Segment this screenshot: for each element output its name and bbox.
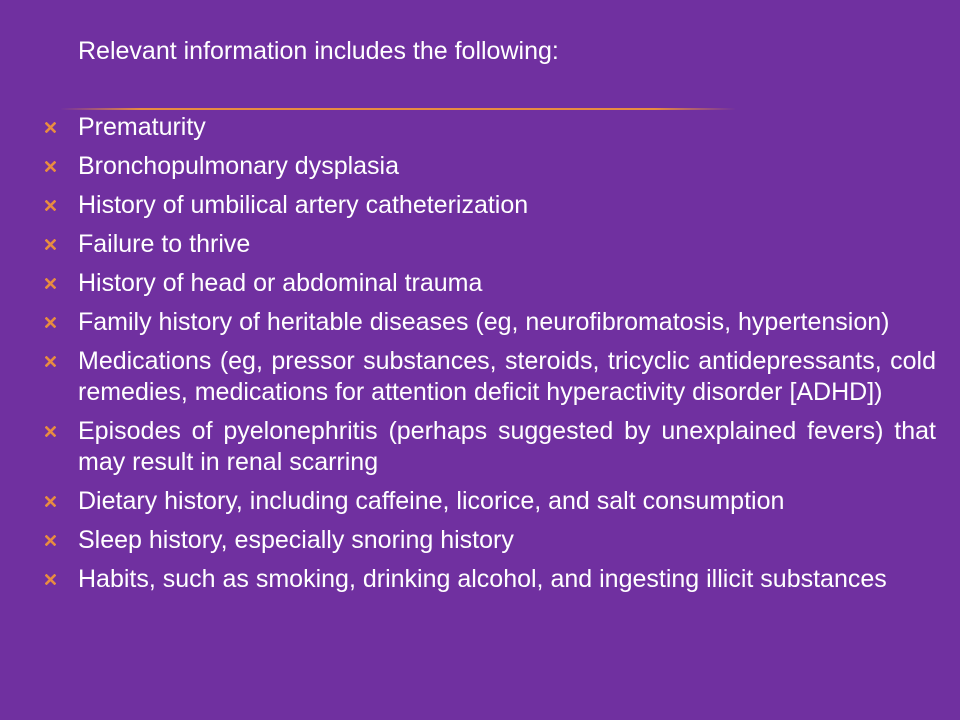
list-item [42,564,936,595]
list-item-text: History of umbilical artery catheterization [78,191,529,219]
list-item-text: Habits, such as smoking, drinking alcohol, and ingesting illicit substances [78,565,887,593]
x-mark-icon [42,112,58,143]
list-item-text: Bronchopulmonary dysplasia [78,152,400,180]
list-item [42,416,936,478]
x-mark-icon [42,307,58,338]
list-item-text: Failure to thrive [78,230,251,258]
list-item [42,229,936,260]
x-mark-icon [42,416,58,447]
x-mark-icon [42,190,58,221]
list-item [42,151,936,182]
list-item-text: Medications (eg, pressor substances, steroids, tricyclic antidepressants, cold remedies, medications for attention deficit hyperactivity disorder [ADHD]) [78,347,936,406]
x-mark-icon [42,268,58,299]
x-mark-icon [42,486,58,517]
bullet-list [42,112,936,595]
list-item [42,112,936,143]
x-mark-icon [42,151,58,182]
list-item-text: Dietary history, including caffeine, licorice, and salt consumption [78,487,785,515]
list-item [42,190,936,221]
list-item-text: History of head or abdominal trauma [78,269,483,297]
list-item [42,268,936,299]
x-mark-icon [42,346,58,377]
x-mark-icon [42,525,58,556]
x-mark-icon [42,229,58,260]
heading-divider [60,108,736,110]
list-item-text: Family history of heritable diseases (eg, neurofibromatosis, hypertension) [78,308,890,336]
list-item [42,486,936,517]
list-item-text: Episodes of pyelonephritis (perhaps suggested by unexplained fevers) that may result in renal scarring [78,417,936,476]
slide-heading: Relevant information includes the following: [78,37,559,65]
x-mark-icon [42,564,58,595]
list-item [42,525,936,556]
list-item [42,307,936,338]
list-item [42,346,936,408]
list-item-text: Prematurity [78,113,206,141]
list-item-text: Sleep history, especially snoring history [78,526,514,554]
